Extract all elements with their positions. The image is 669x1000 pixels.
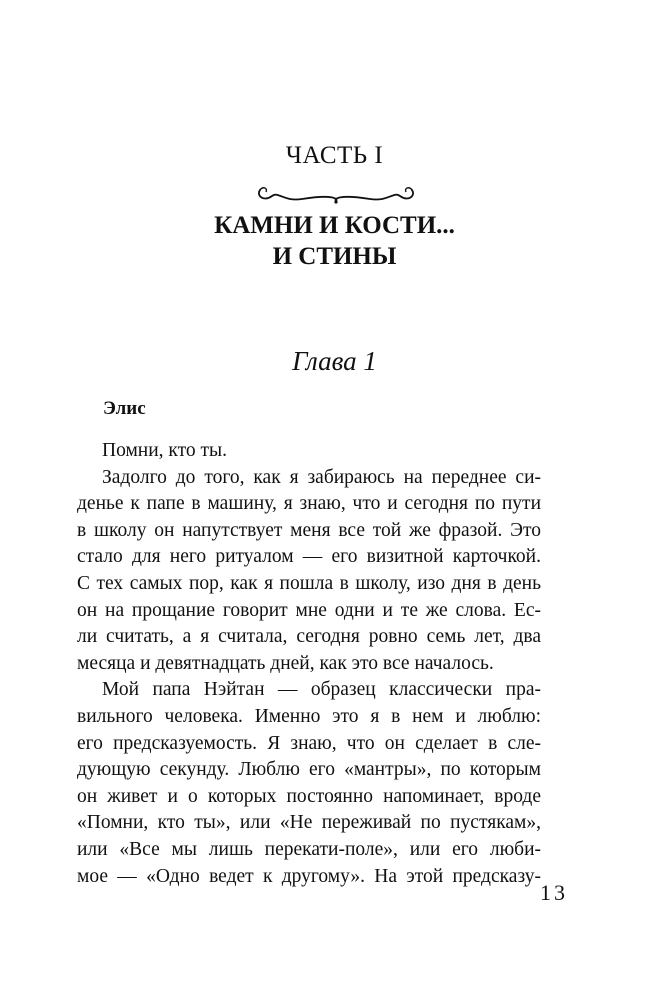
section-heading: Элис: [103, 398, 146, 419]
text-line: месяца и девятнадцать дней, как это все началось.: [77, 652, 494, 674]
ornament-flourish-icon: [254, 180, 418, 208]
book-title: [0, 210, 669, 272]
book-title-line-2: И СТИНЫ: [272, 243, 397, 270]
text-line: его предсказуемость. Я знаю, что он сделает в сле-: [77, 732, 541, 754]
text-line: или «Все мы лишь перекати-поле», или его люби-: [77, 838, 541, 860]
text-line: денье к папе в машину, я знаю, что и сегодня по пути: [77, 493, 541, 515]
text-line: мое — «Одно ведет к другому». На этой предсказу-: [77, 865, 541, 887]
text-line: вильного человека. Именно это я в нем и люблю:: [77, 705, 541, 727]
part-title: ЧАСТЬ I: [285, 142, 384, 169]
text-line: дующую секунду. Люблю его «мантры», по которым: [77, 759, 541, 781]
text-line: в школу он напутствует меня все той же фразой. Это: [77, 519, 541, 541]
body-text: [77, 438, 541, 890]
text-line: Мой папа Нэйтан — образец классически пра-: [102, 679, 541, 701]
chapter-title: Глава 1: [292, 346, 377, 376]
page-number: 13: [540, 880, 568, 905]
text-line: С тех самых пор, как я пошла в школу, изо дня в день: [77, 572, 541, 594]
text-line: стало для него ритуалом — его визитной карточкой.: [77, 546, 541, 568]
text-line: Помни, кто ты.: [102, 440, 228, 461]
text-line: он живет и о которых постоянно напоминает, вроде: [77, 785, 541, 807]
book-title-line-1: КАМНИ И КОСТИ...: [214, 212, 455, 239]
text-line: Задолго до того, как я забираюсь на переднее си-: [102, 466, 541, 488]
text-line: он на прощание говорит мне одни и те же слова. Ес-: [77, 599, 541, 621]
text-line: «Помни, кто ты», или «Не переживай по пустякам»,: [77, 812, 541, 834]
text-line: ли считать, а я считала, сегодня ровно семь лет, два: [77, 626, 541, 648]
